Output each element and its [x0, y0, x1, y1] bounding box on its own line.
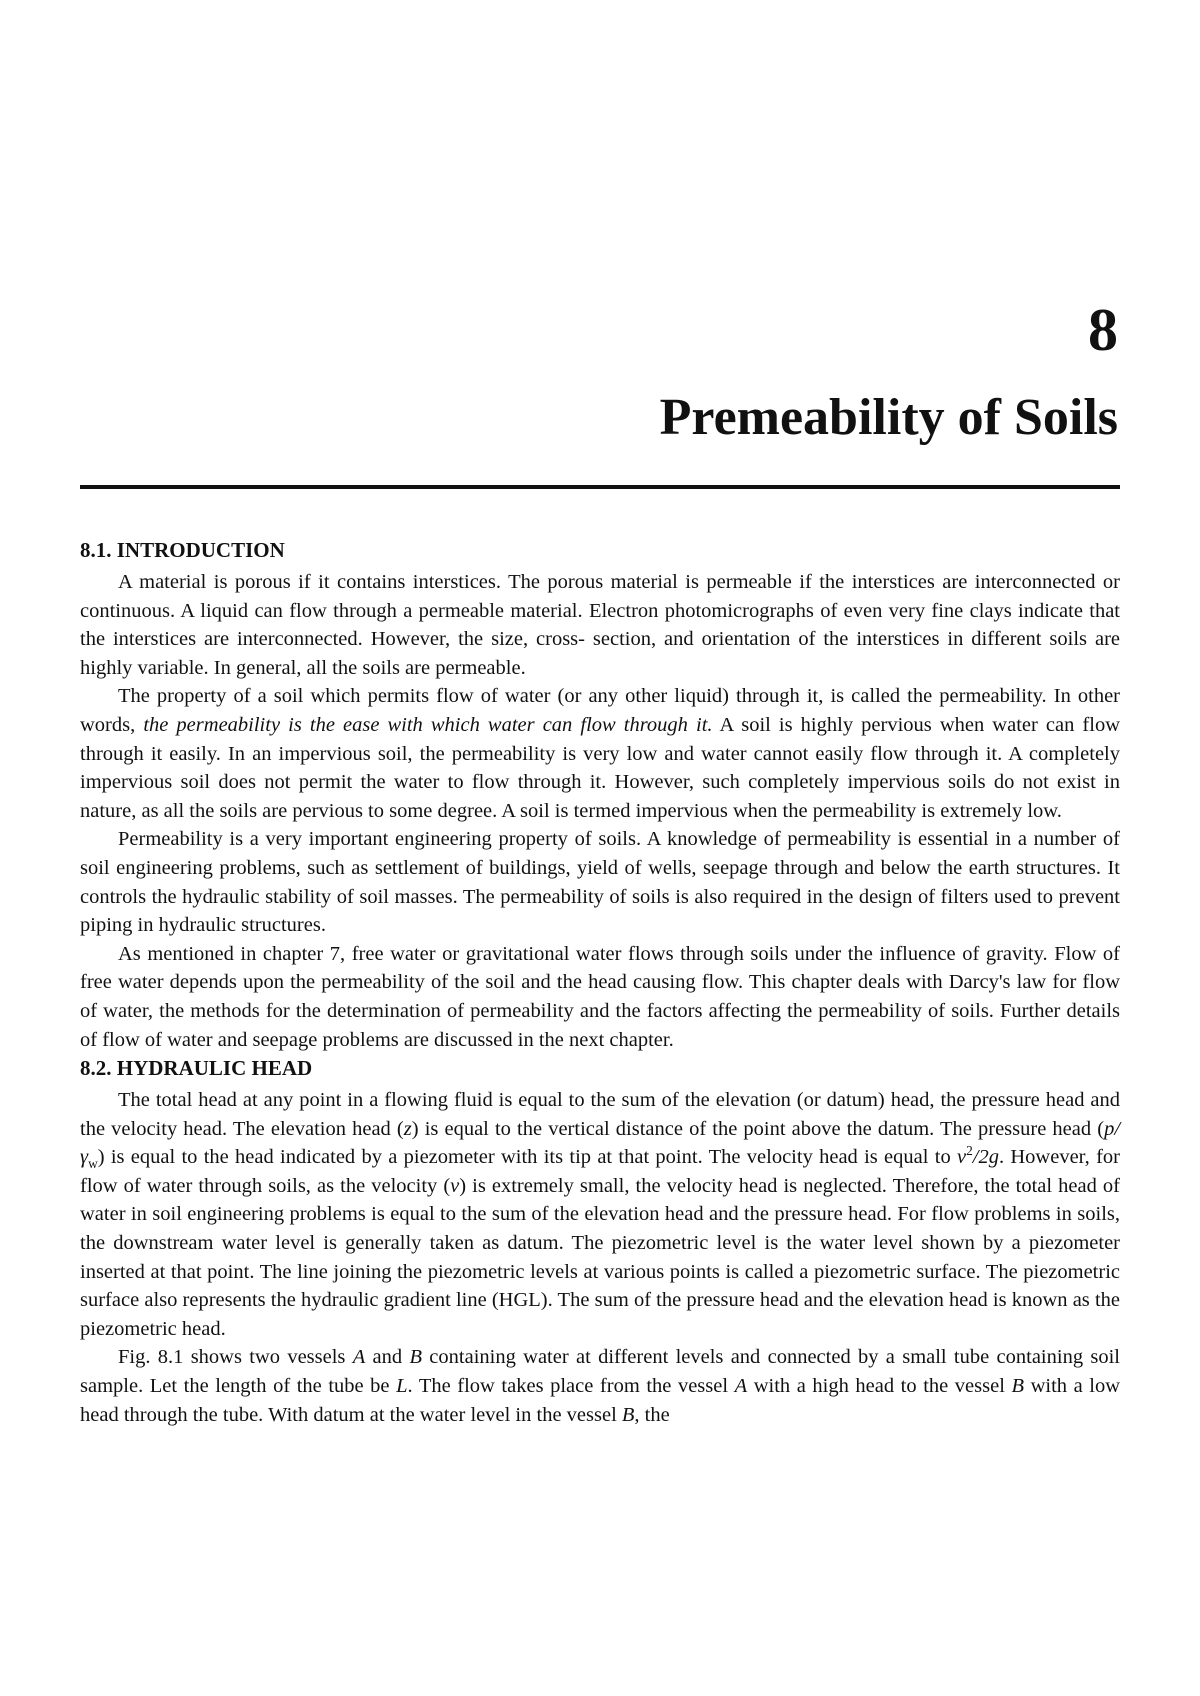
section-heading-hydraulic-head: 8.2. HYDRAULIC HEAD [80, 1056, 313, 1081]
paragraph: The property of a soil which permits flow of water (or any other liquid) through it, is called the permeability. In other words, the permeability is the ease with which water can flow through it. A soil is highly pervious when water can flow through it easily. In an impervious soil, the permeability is very low and water cannot easily flow through it. A completely impervious soil does not permit the water to flow through it. However, such completely impervious soils do not exist in nature, as all the soils are pervious to some degree. A soil is termed impervious when the permeability is extremely low. [80, 685, 1120, 822]
paragraph: A material is porous if it contains interstices. The porous material is permeable if the interstices are interconnected or continuous. A liquid can flow through a permeable material. Electron photomicrographs of even very fine clays indicate that the interstices are interconnected. However, the size, cross- section, and orientation of the interstices in different soils are highly variable. In general, all the soils are permeable. [80, 571, 1120, 679]
page-body [80, 536, 1120, 1429]
section-heading-introduction: 8.1. INTRODUCTION [80, 538, 285, 562]
chapter-number: 8 [1088, 297, 1118, 363]
paragraph: Permeability is a very important engineering property of soils. A knowledge of permeability is essential in a number of soil engineering problems, such as settlement of buildings, yield of wells, seepage through and below the earth structures. It controls the hydraulic stability of soil masses. The permeability of soils is also required in the design of filters used to prevent piping in hydraulic structures. [80, 828, 1120, 937]
paragraph: As mentioned in chapter 7, free water or gravitational water flows through soils under the influence of gravity. Flow of free water depends upon the permeability of the soil and the head causing flow. This chapter deals with Darcy's law for flow of water, the methods for the determination of permeability and the factors affecting the permeability of soils. Further details of flow of water and seepage problems are discussed in the next chapter. [80, 942, 1120, 1051]
chapter-title: Premeability of Soils [659, 389, 1118, 446]
paragraph: Fig. 8.1 shows two vessels A and B containing water at different levels and connected by a small tube containing soil sample. Let the length of the tube be L. The flow takes place from the vessel A with a high head to the vessel B with a low head through the tube. With datum at the water level in the vessel B, the [80, 1346, 1121, 1426]
definition-italic: the permeability is the ease with which water can flow through it. [143, 713, 713, 736]
title-rule [80, 485, 1120, 489]
paragraph: The total head at any point in a flowing fluid is equal to the sum of the elevation (or datum) head, the pressure head and the velocity head. The elevation head (z) is equal to the vertical distance of the point above the datum. The pressure head $(p/\gamma_w)$ is equal to the head indicated by a piezometer with its tip at that point. The velocity head is equal to $v^2/2g$. However, for flow of water through soils, as the velocity (v) is extremely small, the velocity head is neglected. Therefore, the total head of water in soil engineering problems is equal to the sum of the elevation head and the pressure head. For flow problems in soils, the downstream water level is generally taken as datum. The piezometric level is the water level shown by a piezometer inserted at that point. The line joining the piezometric levels at various points is called a piezometric surface. The piezometric surface also represents the hydraulic gradient line (HGL). The sum of the pressure head and the elevation head is known as the piezometric head. [80, 1089, 1121, 1340]
